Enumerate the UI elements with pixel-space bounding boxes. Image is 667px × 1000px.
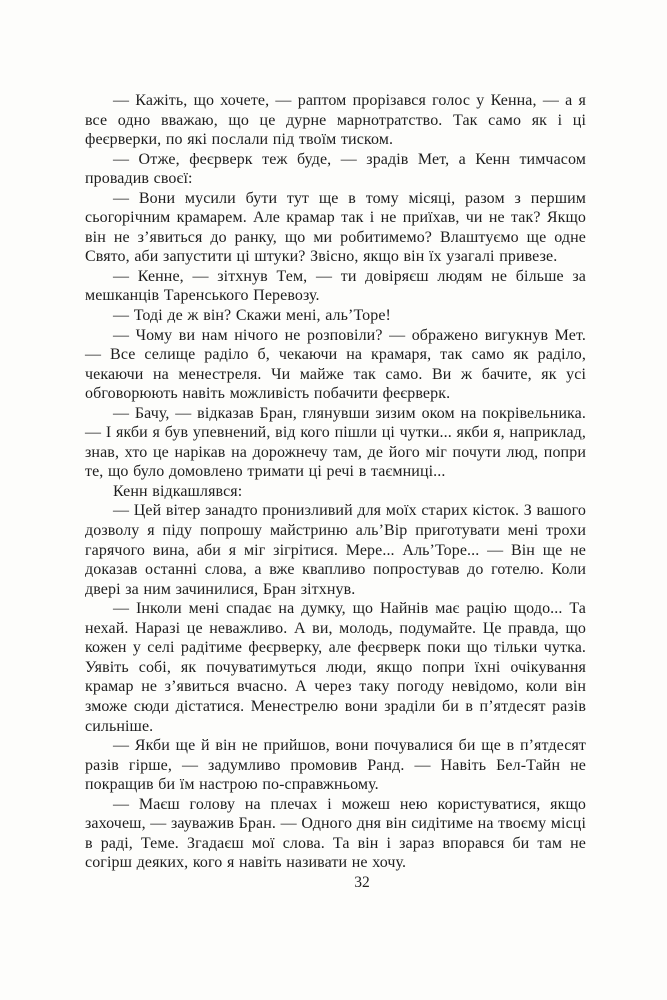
text-block: [85, 91, 586, 873]
paragraph: — Кенне, — зітхнув Тем, — ти довіряєш людям не більше за мешканців Таренського Перевозу.: [85, 267, 586, 305]
paragraph: — Інколи мені спадає на думку, що Найнів має рацію щодо... Та нехай. Наразі це неважливо. А ви, молодь, подумайте. Це правда, що кожен у селі радітиме феєрверку, але феєрверк поки що тільки чутка. Уявіть собі, як почуватимуться люди, якщо попри їхні очікування крамар не з’явиться вчасно. А через таку погоду невідомо, коли він зможе сюди дістатися. Менестрелю вони зраділи би в п’ятдесят разів сильніше.: [85, 600, 586, 735]
paragraph: Кенн відкашлявся:: [113, 482, 243, 500]
paragraph: — Кажіть, що хочете, — раптом прорізався голос у Кенна, — а я все одно вважаю, що це дурне марнотратство. Так само як і ці феєрверки, по які послали під твоїм тиском.: [85, 92, 586, 149]
page-number: 32: [354, 874, 370, 891]
paragraph: — Якби ще й він не прийшов, вони почувалися би ще в п’ятдесят разів гірше, — задумливо промовив Ранд. — Навіть Бел-Тайн не покращив би їм настрою по-справжньому.: [85, 737, 586, 794]
paragraph: — Тоді де ж він? Скажи мені, аль’Торе!: [113, 307, 391, 325]
paragraph: — Отже, феєрверк теж буде, — зрадів Мет, а Кенн тимчасом провадив своєї:: [85, 150, 586, 188]
paragraph: — Бачу, — відказав Бран, глянувши зизим оком на покрівельника. — І якби я був упевнений, від кого пішли ці чутки... якби я, наприклад, знав, хто це нарікав на дорожнечу там, де його міг почути люд, попри те, що було домовлено тримати ці речі в таємниці...: [85, 404, 586, 481]
paragraph: — Чому ви нам нічого не розповіли? — ображено вигукнув Мет. — Все селище раділо б, чекаючи на крамаря, так само як раділо, чекаючи на менестреля. Чи майже так само. Ви ж бачите, як усі обговорюють навіть можливість побачити феєрверк.: [85, 326, 586, 403]
paragraph: — Маєш голову на плечах і можеш нею користуватися, якщо захочеш, — зауважив Бран. — Одного дня він сидітиме на твоєму місці в раді, Теме. Згадаєш мої слова. Та він і зараз впорався би там не согірш деяких, кого я навіть називати не хочу.: [85, 795, 586, 872]
paragraph: — Вони мусили бути тут ще в тому місяці, разом з першим сьогорічним крамарем. Але крамар так і не приїхав, чи не так? Якщо він не з’явиться до ранку, що ми робитимемо? Влаштуємо ще одне Свято, аби запустити ці штуки? Звісно, якщо він їх узагалі привезе.: [85, 189, 586, 266]
paragraph: — Цей вітер занадто пронизливий для моїх старих кісток. З вашого дозволу я піду попрошу майстриню аль’Вір приготувати мені трохи гарячого вина, аби я міг зігрітися. Мере... Аль’Торе... — Він ще не доказав останні слова, а вже квапливо попростував до готелю. Коли двері за ним зачинилися, Бран зітхнув.: [85, 502, 586, 598]
